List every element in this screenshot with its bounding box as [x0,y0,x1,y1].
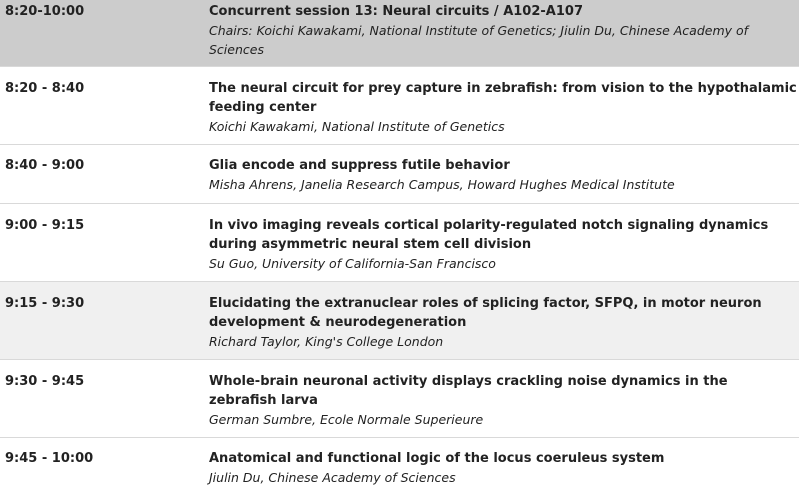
talk-time: 9:45 - 10:00 [5,451,94,466]
talk-row [0,204,799,282]
talk-row [0,67,799,145]
talk-details [209,156,797,194]
talk-row [0,282,799,360]
talk-title: Glia encode and suppress futile behavior [209,158,510,173]
talk-details [209,294,797,351]
session-header-row [0,0,799,67]
talk-row [0,145,799,204]
session-title: Concurrent session 13: Neural circuits / A102-A107 [209,4,583,19]
talk-speaker: Richard Taylor, King's College London [209,334,444,349]
talk-details [209,372,797,429]
talk-row [0,360,799,438]
talk-title: Whole-brain neuronal activity displays crackling noise dynamics in the zebrafish larva [209,374,728,408]
talk-time: 9:00 - 9:15 [5,218,85,233]
talk-time: 8:20 - 8:40 [5,81,85,96]
talk-speaker: Jiulin Du, Chinese Academy of Sciences [209,470,456,485]
talk-time: 8:40 - 9:00 [5,158,85,173]
talk-title: The neural circuit for prey capture in zebrafish: from vision to the hypothalamic feeding center [209,81,797,115]
talk-speaker: German Sumbre, Ecole Normale Superieure [209,412,484,427]
session-details [209,2,797,59]
talk-title: In vivo imaging reveals cortical polarity-regulated notch signaling dynamics during asymmetric neural stem cell division [209,218,769,252]
talk-details [209,449,797,487]
talk-speaker: Koichi Kawakami, National Institute of Genetics [209,119,505,134]
talk-speaker: Misha Ahrens, Janelia Research Campus, Howard Hughes Medical Institute [209,177,675,192]
talk-title: Anatomical and functional logic of the locus coeruleus system [209,451,665,466]
talk-title: Elucidating the extranuclear roles of splicing factor, SFPQ, in motor neuron development & neurodegeneration [209,296,762,330]
session-time: 8:20-10:00 [5,4,85,19]
talk-details [209,79,797,136]
session-chairs: Chairs: Koichi Kawakami, National Institute of Genetics; Jiulin Du, Chinese Academy of Sciences [209,23,749,57]
talk-speaker: Su Guo, University of California-San Francisco [209,256,496,271]
talk-details [209,216,797,273]
talk-row [0,438,799,490]
talk-time: 9:15 - 9:30 [5,296,85,311]
talk-time: 9:30 - 9:45 [5,374,85,389]
